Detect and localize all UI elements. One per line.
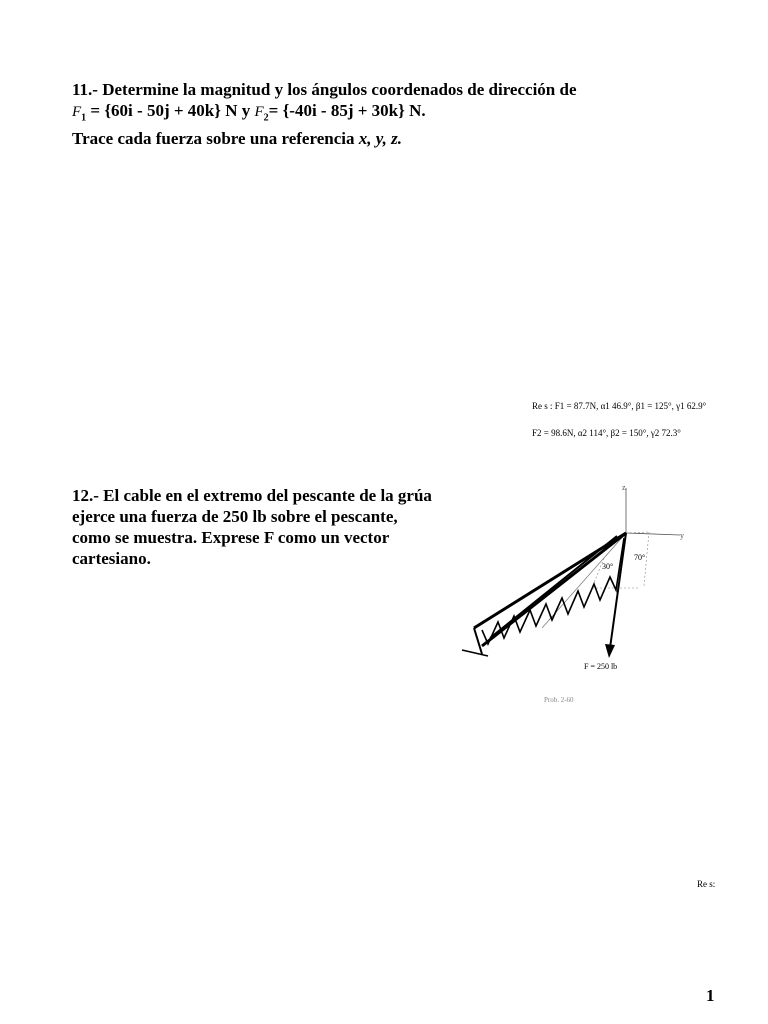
page-number: 1 (706, 986, 715, 1005)
angle-70-label: 70° (634, 553, 646, 562)
crane-boom (462, 533, 626, 656)
f2-subscript: 2 (263, 112, 269, 124)
z-axis-label: z (622, 483, 626, 492)
force-label: F = 250 lb (584, 662, 618, 671)
answer-12-label: Re s: (697, 879, 716, 889)
f2-vector: = {-40i - 85j + 30k} N. (268, 101, 426, 120)
problem-11-line3-text: Trace cada fuerza sobre una referencia (72, 129, 359, 149)
f1-symbol: F (72, 104, 82, 120)
f2-symbol: F (254, 104, 264, 120)
force-line-of-action (618, 533, 626, 590)
problem-11-line2 (72, 100, 692, 128)
figure-caption: Prob. 2-60 (544, 696, 574, 704)
problem-12-statement: 12.- El cable en el extremo del pescante de la grúa ejerce una fuerza de 250 lb sobre el pescante, como se muestra. Exprese F como un vector cartesiano. (72, 486, 432, 568)
problem-11-line3 (72, 128, 692, 149)
angle-30-label: 30° (602, 562, 614, 571)
crane-boom-figure (452, 478, 702, 718)
problem-11-statement (72, 79, 692, 149)
answer-11-line1: Re s : F1 = 87.7N, α1 46.9°, β1 = 125°, γ1 62.9° (532, 401, 707, 411)
force-arrowhead (605, 644, 615, 658)
answer-11-line2: F2 = 98.6N, α2 114°, β2 = 150°, γ2 72.3° (532, 428, 681, 438)
problem-11-line1: 11.- Determine la magnitud y los ángulos coordenados de dirección de (72, 80, 577, 99)
reference-axes: x, y, z. (358, 129, 403, 149)
f1-vector: = {60i - 50j + 40k} N y (86, 101, 255, 120)
f1-subscript: 1 (81, 112, 87, 124)
y-axis (626, 533, 680, 535)
x-axis-label: x (549, 613, 553, 622)
y-axis-label: y (680, 531, 684, 540)
